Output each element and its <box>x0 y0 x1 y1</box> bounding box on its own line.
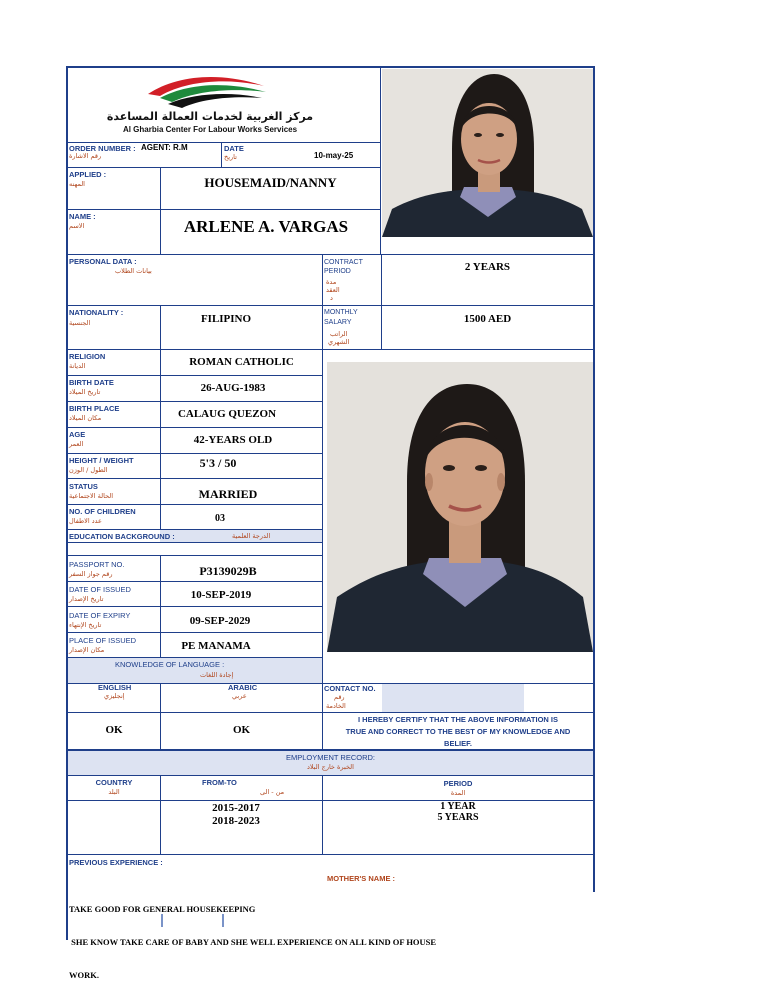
salary-label-line2: SALARY <box>324 319 352 326</box>
employment-periods <box>323 801 593 823</box>
contract-label-ar-3: د <box>330 294 333 302</box>
salary-value: 1500 AED <box>463 313 512 325</box>
portrait-large-image <box>327 362 593 652</box>
birth-date-label: BIRTH DATE <box>69 378 114 387</box>
passport-no-label-ar: رقم جواز السفر <box>69 570 113 578</box>
birth-date-value: 26-AUG-1983 <box>200 382 266 394</box>
portrait-small-image <box>382 69 593 237</box>
arabic-label: ARABIC <box>228 683 258 692</box>
age-label: AGE <box>69 430 86 439</box>
contact-label-ar-1: رقم <box>334 693 345 701</box>
date-expiry-label-ar: تاريخ الإنتهاء <box>69 621 102 629</box>
country-header: COUNTRY <box>95 778 133 787</box>
religion-label-ar: الديانة <box>69 362 86 370</box>
date-label: DATE <box>224 144 244 153</box>
order-number-label: ORDER NUMBER : <box>69 144 136 153</box>
children-label: NO. OF CHILDREN <box>69 507 136 516</box>
previous-line-2: SHE KNOW TAKE CARE OF BABY AND SHE WELL EXPERIENCE ON ALL KIND OF HOUSE <box>69 937 437 947</box>
order-number-value: AGENT: R.M <box>141 143 188 152</box>
personal-data-label: PERSONAL DATA : <box>69 257 137 266</box>
religion-value: ROMAN CATHOLIC <box>189 356 294 368</box>
english-value: OK <box>105 724 123 736</box>
contract-value: 2 YEARS <box>464 261 511 273</box>
certify-line-1: I HEREBY CERTIFY THAT THE ABOVE INFORMATION IS <box>357 715 558 724</box>
date-label-ar: تاريخ <box>224 153 237 161</box>
age-label-ar: العمر <box>69 440 84 448</box>
place-issued-label-ar: مكان الإصدار <box>69 646 105 654</box>
employment-label-ar: الخبرة خارج البلاد <box>307 763 354 771</box>
employment-year-2: 2018-2023 <box>212 815 260 827</box>
status-value: MARRIED <box>198 487 258 501</box>
place-issued-label: PLACE OF ISSUED <box>69 636 137 645</box>
education-label: EDUCATION BACKGROUND : <box>69 532 175 541</box>
logo-english-text: Al Gharbia Center For Labour Works Services <box>122 125 298 134</box>
status-label: STATUS <box>69 482 98 491</box>
birth-place-value: CALAUG QUEZON <box>177 408 277 420</box>
date-issued-label-ar: تاريخ الإصدار <box>69 595 104 603</box>
language-label-ar: إجادة اللغات <box>200 671 234 679</box>
birth-date-label-ar: تاريخ الميلاد <box>69 388 101 396</box>
birth-place-label-ar: مكان الميلاد <box>69 414 102 422</box>
date-issued-value: 10-SEP-2019 <box>190 589 252 601</box>
contract-label-line2: PERIOD <box>324 268 351 275</box>
religion-label: RELIGION <box>69 352 106 361</box>
date-expiry-value: 09-SEP-2029 <box>189 615 251 627</box>
order-number-label-ar: رقم الاشارة <box>69 152 102 160</box>
logo-arabic-text: مركز الغربية لخدمات العمالة المساعدة <box>106 110 314 123</box>
applied-label-ar: المهنه <box>69 180 85 188</box>
company-logo <box>90 72 330 138</box>
employment-label: EMPLOYMENT RECORD: <box>285 753 376 762</box>
contact-value-box <box>382 684 524 712</box>
arabic-label-ar: عربي <box>232 692 247 700</box>
previous-experience-text <box>69 882 589 992</box>
passport-no-label: PASSPORT NO. <box>69 560 125 569</box>
children-value: 03 <box>215 513 225 524</box>
employment-years <box>161 802 311 828</box>
passport-no-value: P3139029B <box>199 564 257 578</box>
place-issued-value: PE MANAMA <box>181 640 251 652</box>
nationality-label-ar: الجنسية <box>69 319 91 327</box>
nationality-label: NATIONALITY : <box>69 308 124 317</box>
personal-data-label-ar: بيانات الطلاب <box>115 267 152 275</box>
previous-line-1: TAKE GOOD FOR GENERAL HOUSEKEEPING <box>69 904 256 914</box>
date-expiry-label: DATE OF EXPIRY <box>69 611 131 620</box>
applied-label: APPLIED : <box>69 170 107 179</box>
mothers-name-label: MOTHER'S NAME : <box>327 874 396 883</box>
name-label: NAME : <box>69 212 96 221</box>
language-label: KNOWLEDGE OF LANGUAGE : <box>115 660 225 669</box>
date-issued-label: DATE OF ISSUED <box>69 585 131 594</box>
certification-text <box>323 714 593 750</box>
applied-value: HOUSEMAID/NANNY <box>204 175 337 190</box>
contract-label-line1: CONTRACT <box>324 259 363 266</box>
certify-line-3: BELIEF. <box>444 739 472 748</box>
applicant-photo-large <box>327 362 593 652</box>
salary-label-ar-1: الراتب <box>330 330 348 338</box>
height-weight-value: 5'3 / 50 <box>199 456 237 470</box>
employment-year-1: 2015-2017 <box>212 802 260 814</box>
salary-label-ar-2: الشهري <box>328 338 350 346</box>
from-to-header: FROM-TO <box>202 778 237 787</box>
height-weight-label: HEIGHT / WEIGHT <box>69 456 134 465</box>
from-to-header-ar: من - الى <box>260 788 285 796</box>
contract-label-ar-2: العقد <box>326 286 340 294</box>
previous-experience-label: PREVIOUS EXPERIENCE : <box>69 858 163 867</box>
arabic-value: OK <box>232 724 251 736</box>
logo-emblem-icon <box>138 72 278 108</box>
certify-line-2: TRUE AND CORRECT TO THE BEST OF MY KNOWLEDGE AND <box>345 727 571 736</box>
previous-line-3: WORK. <box>69 970 99 980</box>
employment-period-2: 5 YEARS <box>437 812 479 823</box>
contact-label: CONTACT NO. <box>324 684 376 693</box>
applicant-photo-small <box>382 69 593 237</box>
contract-label-ar-1: مدة <box>326 278 337 286</box>
period-header-ar: المدة <box>450 789 466 797</box>
contact-label-ar-2: الخادمة <box>326 702 346 710</box>
birth-place-label: BIRTH PLACE <box>69 404 120 413</box>
children-label-ar: عدد الاطفال <box>69 517 102 525</box>
age-value: 42-YEARS OLD <box>193 434 273 446</box>
salary-label-line1: MONTHLY <box>324 309 358 316</box>
english-label-ar: إنجليزي <box>104 692 125 700</box>
english-label: ENGLISH <box>98 683 132 692</box>
nationality-value: FILIPINO <box>200 313 252 325</box>
status-label-ar: الحالة الاجتماعية <box>69 492 114 500</box>
name-label-ar: الاسم <box>69 222 85 230</box>
height-weight-label-ar: الطول / الوزن <box>69 466 108 474</box>
period-header: PERIOD <box>443 779 473 788</box>
country-header-ar: البلد <box>108 788 120 796</box>
employment-period-1: 1 YEAR <box>440 801 476 812</box>
date-value: 10-may-25 <box>314 151 354 160</box>
name-value: ARLENE A. VARGAS <box>183 217 349 236</box>
education-label-ar: الدرجة العلمية <box>232 532 271 540</box>
